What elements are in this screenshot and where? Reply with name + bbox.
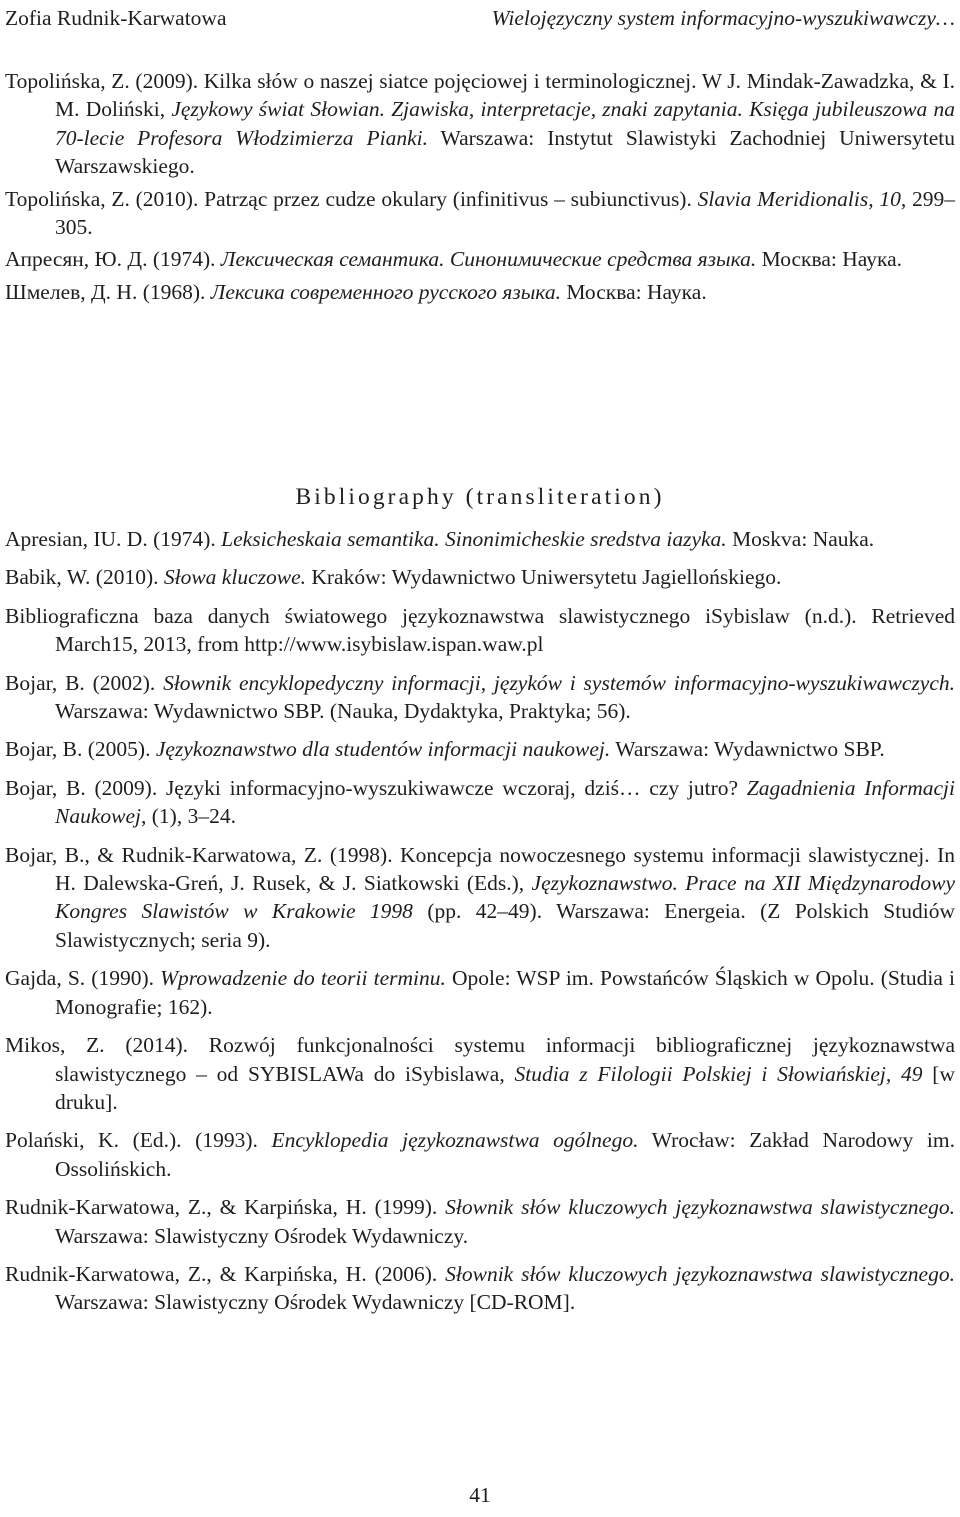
page-number: 41 bbox=[469, 1483, 491, 1507]
reference-entry bbox=[5, 525, 955, 553]
reference-italic-text: Językoznawstwo. Prace na XII Międzynarodowy Kongres Slawistów w Krakowie 1998 bbox=[55, 871, 955, 924]
reference-entry bbox=[5, 841, 955, 955]
reference-entry bbox=[5, 735, 955, 763]
reference-italic-text: Studia z Filologii Polskiej i Słowiańskiej, 49 bbox=[514, 1061, 923, 1086]
reference-italic-text: Лексическая семантика. Синонимические средства языка. bbox=[220, 247, 757, 272]
reference-text: Rudnik-Karwatowa, Z., & Karpińska, H. (1999). bbox=[5, 1195, 446, 1220]
reference-text: Апресян, Ю. Д. (1974). bbox=[5, 247, 221, 272]
reference-text: [w druku]. bbox=[55, 1061, 955, 1114]
reference-entry bbox=[5, 245, 955, 273]
reference-italic-text: Słowa kluczowe. bbox=[163, 565, 306, 590]
reference-text: Gajda, S. (1990). bbox=[5, 966, 161, 991]
reference-text: Bibliograficzna baza danych światowego językoznawstwa slawistycznego iSybislaw (n.d.). Retrieved March15, 2013, from http://www.isybislaw.ispan.waw.pl bbox=[5, 603, 955, 657]
reference-text: (pp. 42–49). Warszawa: Energeia. (Z Polskich Studiów Slawistycznych; seria 9). bbox=[55, 899, 955, 952]
running-head-author: Zofia Rudnik-Karwatowa bbox=[5, 6, 227, 30]
reference-italic-text: Wprowadzenie do teorii terminu. bbox=[160, 966, 446, 991]
reference-entry bbox=[5, 1260, 955, 1317]
reference-text: Шмелев, Д. Н. (1968). bbox=[5, 279, 211, 304]
reference-text: Москва: Наука. bbox=[756, 247, 903, 272]
reference-text: Москва: Наука. bbox=[560, 279, 707, 304]
reference-text: Wrocław: Zakład Narodowy im. Ossolińskich. bbox=[55, 1128, 956, 1181]
reference-list-original bbox=[5, 67, 955, 310]
reference-text: , (1), 3–24. bbox=[141, 804, 236, 829]
reference-entry bbox=[5, 1031, 955, 1116]
reference-text: Opole: WSP im. Powstańców Śląskich w Opolu. (Studia i Monografie; 162). bbox=[55, 966, 955, 1019]
reference-entry bbox=[5, 964, 955, 1021]
reference-text: , 299–305. bbox=[55, 186, 955, 240]
reference-italic-text: Językoznawstwo dla studentów informacji naukowej. bbox=[155, 737, 611, 762]
reference-italic-text: Leksicheskaia semantika. Sinonimicheskie sredstva iazyka. bbox=[221, 527, 727, 551]
reference-text: Rudnik-Karwatowa, Z., & Karpińska, H. (2006). bbox=[5, 1261, 446, 1286]
reference-entry bbox=[5, 67, 955, 181]
reference-text: Bojar, B. (2005). bbox=[5, 737, 156, 762]
reference-text: Bojar, B. (2002). bbox=[5, 670, 164, 695]
reference-entry bbox=[5, 185, 955, 242]
reference-italic-text: Slavia Meridionalis, 10 bbox=[697, 186, 901, 211]
reference-italic-text: Słownik słów kluczowych językoznawstwa slawistycznego. bbox=[445, 1195, 955, 1220]
section-heading: Bibliography (transliteration) bbox=[295, 484, 665, 510]
reference-text: Topolińska, Z. (2009). Kilka słów o naszej siatce pojęciowej i terminologicznej. W J. Mindak-Zawadzka, & I. M. Doliński, bbox=[5, 69, 955, 122]
reference-text: Bojar, B. (2009). Języki informacyjno-wyszukiwawcze wczoraj, dziś… czy jutro? bbox=[5, 775, 747, 800]
reference-italic-text: Słownik encyklopedyczny informacji, języków i systemów informacyjno-wyszukiwawczych. bbox=[163, 670, 955, 695]
reference-italic-text: Лексика современного русского языка. bbox=[210, 279, 561, 304]
reference-text: Apresian, IU. D. (1974). bbox=[5, 527, 222, 551]
reference-text: Warszawa: Slawistyczny Ośrodek Wydawniczy [CD-ROM]. bbox=[55, 1290, 576, 1315]
reference-italic-text: Zagadnienia Informacji Naukowej bbox=[55, 775, 955, 829]
reference-entry bbox=[5, 602, 955, 659]
reference-italic-text: Słownik słów kluczowych językoznawstwa slawistycznego. bbox=[445, 1261, 955, 1286]
running-head bbox=[5, 4, 955, 32]
reference-text: Bojar, B., & Rudnik-Karwatowa, Z. (1998). Koncepcja nowoczesnego systemu informacji slawistycznej. In H. Dalewska-Greń, J. Rusek, & J. Siatkowski (Eds.), bbox=[5, 842, 955, 896]
reference-text: Moskva: Nauka. bbox=[726, 527, 875, 551]
reference-entry bbox=[5, 278, 955, 306]
running-head-title: Wielojęzyczny system informacyjno-wyszukiwawczy… bbox=[491, 6, 955, 30]
reference-text: Babik, W. (2010). bbox=[5, 565, 164, 590]
reference-text: Warszawa: Wydawnictwo SBP. bbox=[610, 737, 885, 762]
reference-entry bbox=[5, 1126, 955, 1183]
reference-text: Polański, K. (Ed.). (1993). bbox=[5, 1128, 272, 1153]
reference-entry bbox=[5, 1193, 955, 1250]
reference-text: Warszawa: Instytut Slawistyki Zachodniej Uniwersytetu Warszawskiego. bbox=[55, 125, 955, 179]
reference-entry bbox=[5, 669, 955, 726]
reference-text: Kraków: Wydawnictwo Uniwersytetu Jagiellońskiego. bbox=[305, 565, 782, 590]
reference-text: Topolińska, Z. (2010). Patrząc przez cudze okulary (infinitivus – subiunctivus). bbox=[5, 186, 698, 211]
reference-italic-text: Encyklopedia językoznawstwa ogólnego. bbox=[271, 1128, 639, 1153]
reference-entry bbox=[5, 563, 955, 591]
reference-entry bbox=[5, 774, 955, 831]
reference-text: Warszawa: Slawistyczny Ośrodek Wydawniczy. bbox=[55, 1223, 469, 1248]
reference-text: Mikos, Z. (2014). Rozwój funkcjonalności systemu informacji bibliograficznej językoznawstwa slawistycznego – od SYBISLAWa do iSybislawa, bbox=[5, 1033, 955, 1086]
reference-list-transliteration bbox=[5, 525, 955, 1327]
reference-text: Warszawa: Wydawnictwo SBP. (Nauka, Dydaktyka, Praktyka; 56). bbox=[55, 699, 631, 724]
reference-italic-text: Językowy świat Słowian. Zjawiska, interpretacje, znaki zapytania. Księga jubileuszowa na 70-lecie Profesora Włodzimierza Pianki. bbox=[55, 97, 955, 150]
